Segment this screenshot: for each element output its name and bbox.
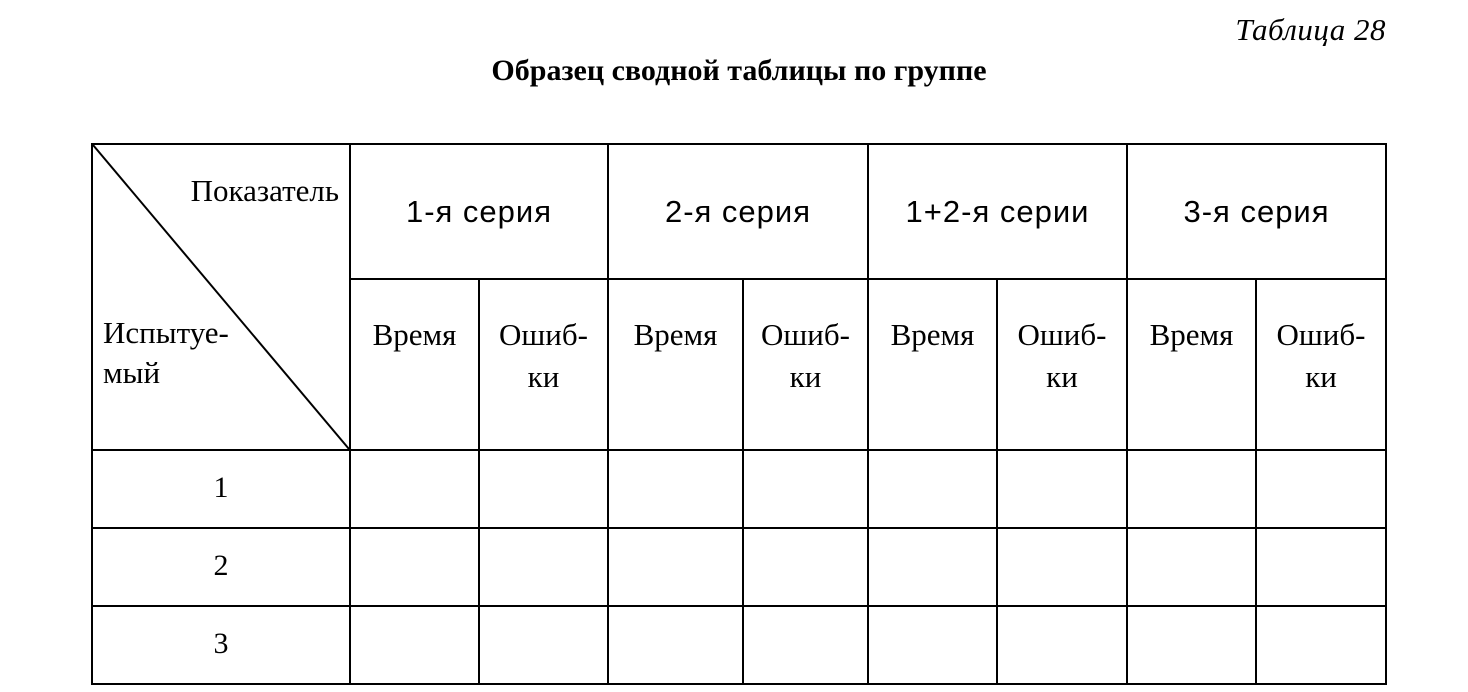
subject-number: 1 xyxy=(92,450,350,528)
empty-cell xyxy=(997,528,1127,606)
empty-cell xyxy=(350,606,479,684)
empty-cell xyxy=(997,606,1127,684)
errors-header: Ошиб- ки xyxy=(997,279,1127,450)
time-header: Время xyxy=(608,279,743,450)
corner-cell xyxy=(92,144,350,450)
empty-cell xyxy=(350,450,479,528)
table-row xyxy=(92,528,1386,606)
empty-cell xyxy=(1127,528,1256,606)
table-title: Образец сводной таблицы по группе xyxy=(491,54,987,87)
empty-cell xyxy=(479,606,608,684)
empty-cell xyxy=(743,450,868,528)
empty-cell xyxy=(1256,528,1386,606)
errors-header: Ошиб- ки xyxy=(1256,279,1386,450)
empty-cell xyxy=(608,606,743,684)
series-header-1-2: 1+2-я серии xyxy=(868,144,1127,279)
empty-cell xyxy=(743,528,868,606)
errors-header: Ошиб- ки xyxy=(479,279,608,450)
empty-cell xyxy=(479,528,608,606)
table-row xyxy=(92,450,1386,528)
subject-label: Испытуе- мый xyxy=(103,315,229,390)
errors-header: Ошиб- ки xyxy=(743,279,868,450)
empty-cell xyxy=(868,606,997,684)
empty-cell xyxy=(743,606,868,684)
empty-cell xyxy=(350,528,479,606)
subject-number: 2 xyxy=(92,528,350,606)
empty-cell xyxy=(1127,606,1256,684)
series-header-2: 2-я серия xyxy=(608,144,868,279)
empty-cell xyxy=(997,450,1127,528)
empty-cell xyxy=(868,528,997,606)
indicator-label: Показатель xyxy=(190,173,339,208)
table-number: Таблица 28 xyxy=(1235,12,1386,47)
empty-cell xyxy=(1127,450,1256,528)
empty-cell xyxy=(608,528,743,606)
empty-cell xyxy=(868,450,997,528)
series-header-3: 3-я серия xyxy=(1127,144,1386,279)
time-header: Время xyxy=(350,279,479,450)
empty-cell xyxy=(608,450,743,528)
summary-table xyxy=(91,143,1387,685)
empty-cell xyxy=(479,450,608,528)
empty-cell xyxy=(1256,450,1386,528)
time-header: Время xyxy=(868,279,997,450)
subject-number: 3 xyxy=(92,606,350,684)
time-header: Время xyxy=(1127,279,1256,450)
header-row-series xyxy=(92,144,1386,279)
series-header-1: 1-я серия xyxy=(350,144,608,279)
empty-cell xyxy=(1256,606,1386,684)
table-row xyxy=(92,606,1386,684)
